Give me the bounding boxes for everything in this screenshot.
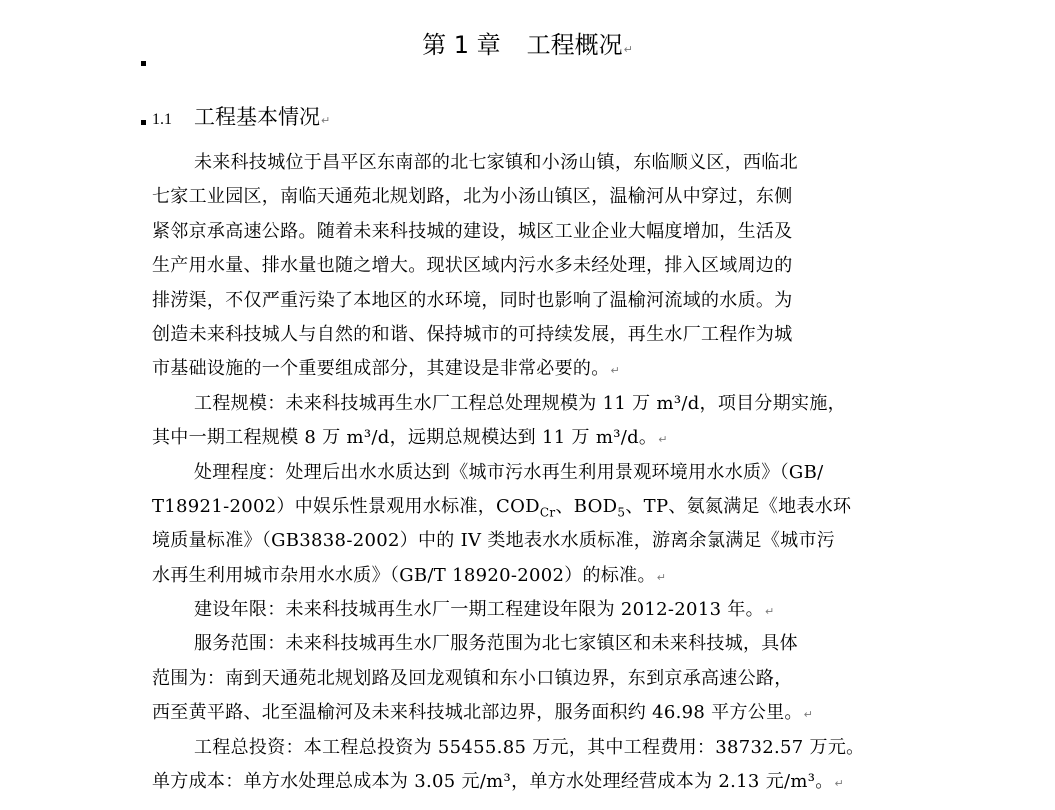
line-text: T18921-2002）中娱乐性景观用水标准，COD [152, 495, 540, 517]
chapter-number: 第 1 章 [422, 31, 501, 59]
paragraph-mark: ↵ [658, 433, 668, 447]
section-title: 工程基本情况 [194, 105, 320, 129]
paragraph-mark: ↵ [803, 708, 814, 722]
text-line: 工程总投资：本工程总投资为 55455.85 万元，其中工程费用：38732.57 万元。 [194, 736, 865, 758]
line-text: 建设年限：未来科技城再生水厂一期工程建设年限为 2012-2013 年。 [194, 599, 764, 621]
paragraph-mark: ↵ [321, 114, 331, 127]
paragraph-mark: ↵ [656, 570, 667, 584]
text-line: 七家工业园区，南临天通苑北规划路，北为小汤山镇区，温榆河从中穿过，东侧 [152, 186, 793, 208]
text-line: 生产用水量、排水量也随之增大。现状区域内污水多未经处理，排入区域周边的 [152, 255, 793, 277]
section-number: 1.1 [152, 111, 172, 128]
text-line: 创造未来科技城人与自然的和谐、保持城市的可持续发展，再生水厂工程作为城 [152, 323, 793, 345]
line-text: 单方成本：单方水处理总成本为 3.05 元/m³，单方水处理经营成本为 2.13 元/m³。 [152, 771, 834, 793]
text-line [152, 765, 908, 799]
paragraph-mark: ↵ [764, 605, 775, 619]
text-line [152, 696, 908, 730]
text-line: 处理程度：处理后出水水质达到《城市污水再生利用景观环境用水水质》（GB/ [194, 461, 824, 483]
line-text: 、TP、氨氮满足《地表水环 [625, 495, 852, 517]
paragraph-mark: ↵ [610, 364, 621, 378]
text-line: 服务范围：未来科技城再生水厂服务范围为北七家镇区和未来科技城，具体 [194, 633, 798, 655]
section-heading [152, 102, 330, 136]
text-line [152, 352, 908, 386]
chapter-title: 工程概况 [526, 31, 623, 59]
text-line [152, 421, 908, 455]
subscript: Cr [539, 505, 556, 520]
text-line: 境质量标准》（GB3838-2002）中的 IV 类地表水水质标准，游离余氯满足《城市污 [152, 530, 836, 552]
text-line [152, 490, 908, 524]
text-line: 紧邻京承高速公路。随着未来科技城的建设，城区工业企业大幅度增加，生活及 [152, 220, 793, 242]
subscript: 5 [617, 505, 626, 520]
line-text: 西至黄平路、北至温榆河及未来科技城北部边界，服务面积约 46.98 平方公里。 [152, 702, 803, 724]
text-line: 范围为：南到天通苑北规划路及回龙观镇和东小口镇边界，东到京承高速公路， [152, 667, 793, 689]
chapter-heading [0, 28, 1055, 67]
anchor-marker [141, 120, 146, 125]
line-text: 水再生利用城市杂用水水质》（GB/T 18920-2002）的标准。 [152, 564, 656, 586]
line-text: 市基础设施的一个重要组成部分，其建设是非常必要的。 [152, 358, 610, 380]
paragraph-mark: ↵ [834, 777, 845, 791]
text-line: 排涝渠，不仅严重污染了本地区的水环境，同时也影响了温榆河流域的水质。为 [152, 289, 793, 311]
text-line: 未来科技城位于昌平区东南部的北七家镇和小汤山镇，东临顺义区，西临北 [194, 152, 798, 173]
text-line: 工程规模：未来科技城再生水厂工程总处理规模为 11 万 m³/d，项目分期实施， [194, 392, 846, 414]
paragraph-mark: ↵ [623, 43, 633, 56]
line-text: 、BOD [555, 495, 618, 517]
body-text [152, 146, 908, 799]
text-line [152, 559, 908, 593]
line-text: 其中一期工程规模 8 万 m³/d，远期总规模达到 11 万 m³/d。 [152, 427, 658, 449]
text-line [152, 593, 908, 627]
